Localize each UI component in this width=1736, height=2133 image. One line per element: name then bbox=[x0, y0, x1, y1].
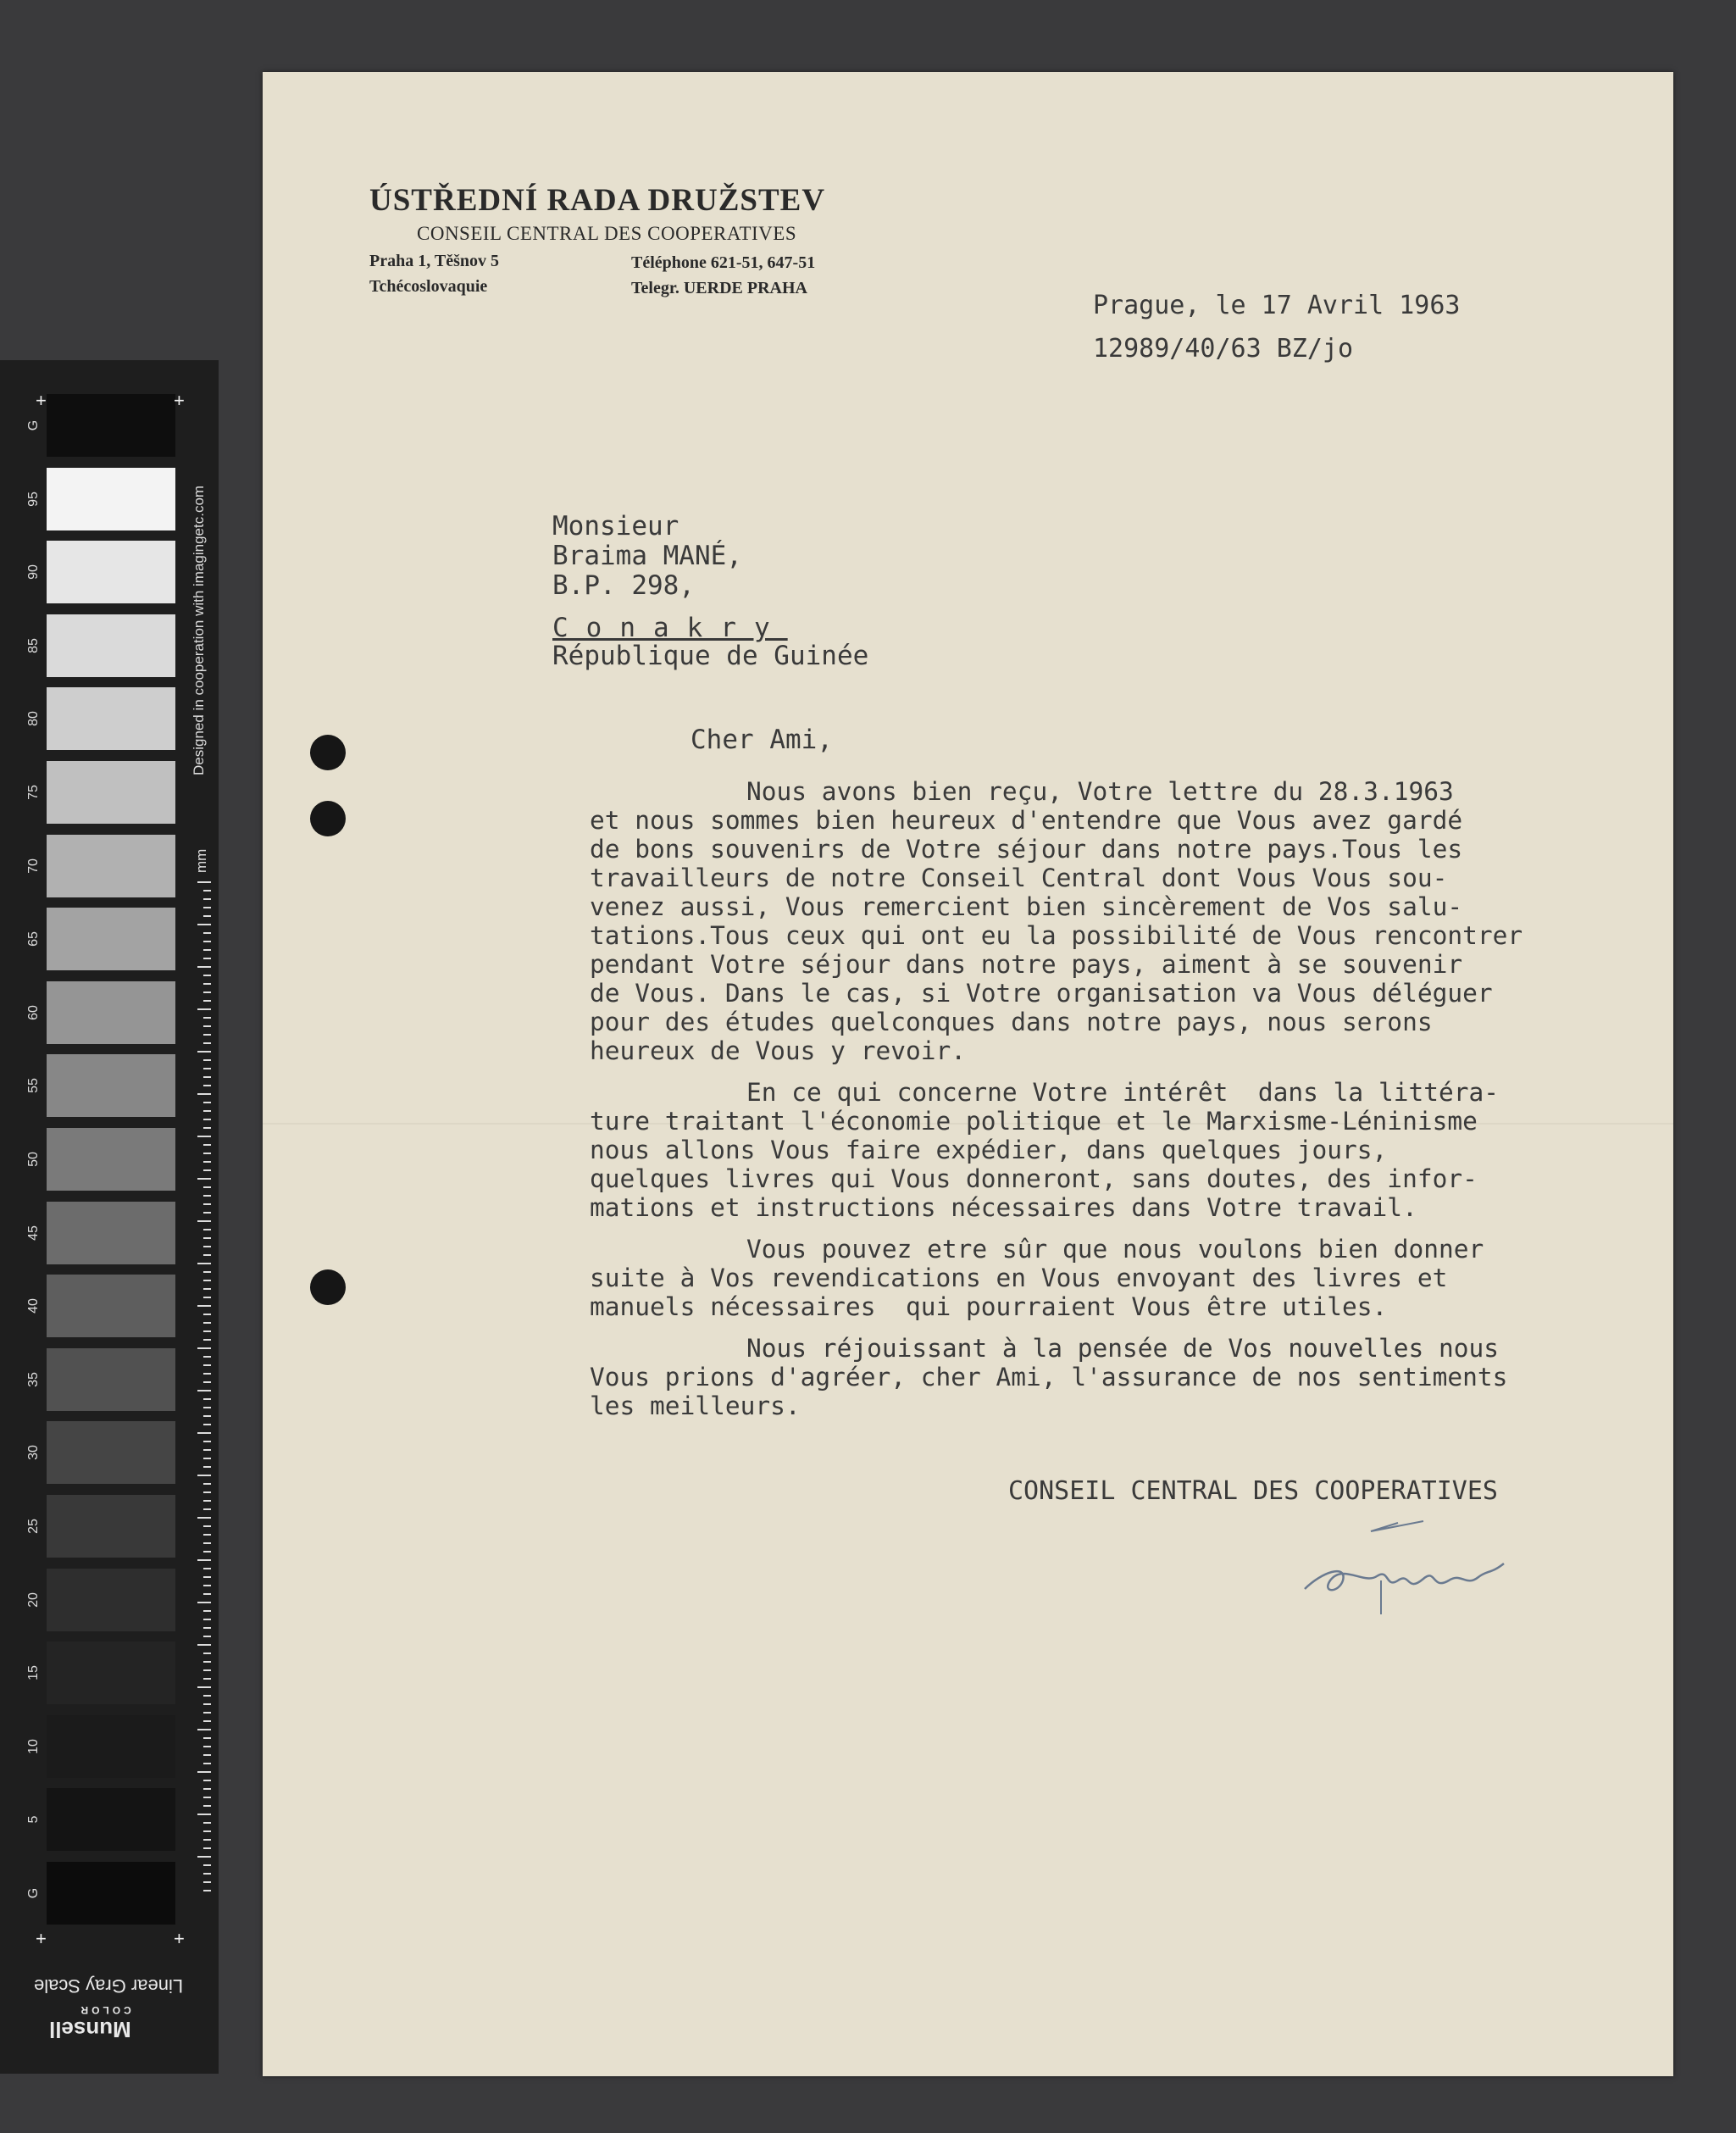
gray-patch bbox=[47, 687, 175, 750]
gray-patch bbox=[47, 1275, 175, 1337]
ruler-tick bbox=[197, 1856, 211, 1858]
ruler-tick bbox=[203, 907, 211, 908]
gray-patch bbox=[47, 1569, 175, 1631]
ruler-tick bbox=[203, 1042, 211, 1044]
ruler-tick bbox=[203, 1424, 211, 1425]
ruler-tick bbox=[203, 1034, 211, 1036]
ruler-tick bbox=[203, 1339, 211, 1341]
handwritten-signature bbox=[1296, 1513, 1542, 1631]
letter-page bbox=[263, 72, 1673, 2076]
body-line: Nous avons bien reçu, Votre lettre du 28.3.1963 bbox=[746, 777, 1454, 806]
ruler-tick bbox=[203, 1483, 211, 1485]
body-line: Vous pouvez etre sûr que nous voulons bien donner bbox=[746, 1235, 1484, 1264]
letterhead-contact bbox=[631, 250, 815, 301]
ruler-tick bbox=[203, 1500, 211, 1502]
gray-patch-label: 70 bbox=[26, 858, 41, 874]
ruler-tick bbox=[203, 1534, 211, 1536]
gray-patch bbox=[47, 1348, 175, 1411]
ruler-tick bbox=[203, 1525, 211, 1527]
ruler-tick bbox=[203, 1508, 211, 1510]
ruler-tick bbox=[203, 1356, 211, 1358]
ruler-tick bbox=[203, 1288, 211, 1290]
letter-body bbox=[590, 777, 1674, 1433]
gray-patch-label: 20 bbox=[26, 1591, 41, 1608]
ruler-tick bbox=[203, 1254, 211, 1256]
gray-patch-label: 10 bbox=[26, 1738, 41, 1754]
munsell-sub: COLOR bbox=[77, 2004, 131, 2016]
ruler-tick bbox=[203, 1627, 211, 1629]
ruler-tick bbox=[203, 975, 211, 976]
recipient-country: République de Guinée bbox=[552, 641, 869, 671]
gray-patch bbox=[47, 1715, 175, 1778]
registration-mark: + bbox=[36, 1928, 47, 1949]
ruler-tick bbox=[203, 1830, 211, 1832]
ruler-tick bbox=[203, 1491, 211, 1493]
gray-patch-label: 60 bbox=[26, 1004, 41, 1020]
ruler-tick bbox=[203, 1864, 211, 1866]
ruler-tick bbox=[197, 1475, 211, 1476]
ruler-tick bbox=[203, 1669, 211, 1671]
ruler-tick bbox=[203, 1780, 211, 1781]
card-unit-label: mm bbox=[193, 848, 209, 873]
registration-mark: + bbox=[174, 1928, 185, 1949]
munsell-brand: Munsell bbox=[49, 2017, 131, 2042]
paragraph bbox=[590, 1235, 1674, 1321]
ruler-tick bbox=[203, 1542, 211, 1544]
ruler-tick bbox=[203, 1593, 211, 1595]
gray-patch-label: 95 bbox=[26, 491, 41, 507]
ruler-tick bbox=[203, 992, 211, 993]
ruler-tick bbox=[203, 1297, 211, 1298]
gray-patch bbox=[47, 468, 175, 530]
ruler-tick bbox=[203, 932, 211, 934]
ruler-tick bbox=[203, 983, 211, 985]
ruler-tick bbox=[203, 1619, 211, 1620]
ruler-tick bbox=[203, 1330, 211, 1332]
ruler-tick bbox=[203, 915, 211, 917]
ruler-tick bbox=[203, 1712, 211, 1714]
gray-patch-label: 80 bbox=[26, 711, 41, 727]
date-line: Prague, le 17 Avril 1963 bbox=[1093, 291, 1461, 320]
ruler-tick bbox=[203, 1703, 211, 1705]
body-line: ture traitant l'économie politique et le Marxisme-Léninisme bbox=[590, 1107, 1478, 1136]
gray-patch-label: 50 bbox=[26, 1152, 41, 1167]
ruler-tick bbox=[203, 1169, 211, 1171]
ruler-tick bbox=[203, 898, 211, 900]
ruler-tick bbox=[203, 1881, 211, 1883]
gray-patch-label: 25 bbox=[26, 1519, 41, 1534]
body-line: nous allons Vous faire expédier, dans quelques jours, bbox=[590, 1136, 1388, 1164]
ruler-tick bbox=[203, 1737, 211, 1739]
body-line: Vous prions d'agréer, cher Ami, l'assurance de nos sentiments bbox=[590, 1363, 1508, 1391]
ruler-tick bbox=[203, 1229, 211, 1230]
gray-patch-label: G bbox=[26, 1887, 41, 1899]
punch-hole bbox=[310, 801, 346, 836]
ruler-tick bbox=[203, 1754, 211, 1756]
gray-patch bbox=[47, 1788, 175, 1851]
punch-hole bbox=[310, 1269, 346, 1305]
ruler-tick bbox=[203, 1746, 211, 1747]
ruler-tick bbox=[203, 1381, 211, 1383]
registration-mark: + bbox=[174, 390, 185, 411]
ruler-tick bbox=[203, 1119, 211, 1120]
ruler-tick bbox=[203, 1720, 211, 1722]
gray-patch bbox=[47, 981, 175, 1044]
munsell-logo bbox=[49, 2004, 131, 2042]
ruler-tick bbox=[203, 1322, 211, 1324]
gray-patch-label: 85 bbox=[26, 637, 41, 653]
body-line: de Vous. Dans le cas, si Votre organisation va Vous déléguer bbox=[590, 979, 1493, 1008]
body-line: Nous réjouissant à la pensée de Vos nouvelles nous bbox=[746, 1334, 1500, 1363]
gray-patch bbox=[47, 394, 175, 457]
ruler-tick bbox=[203, 1110, 211, 1112]
ruler-tick bbox=[197, 1220, 211, 1222]
body-line: et nous sommes bien heureux d'entendre que Vous avez gardé bbox=[590, 806, 1463, 835]
ruler-tick bbox=[203, 1873, 211, 1875]
ruler-tick bbox=[203, 949, 211, 951]
ruler-tick bbox=[203, 1407, 211, 1408]
ruler-tick bbox=[203, 1059, 211, 1061]
ruler-tick bbox=[203, 1017, 211, 1019]
reference-number: 12989/40/63 BZ/jo bbox=[1093, 334, 1354, 364]
gray-patch-label: 15 bbox=[26, 1665, 41, 1681]
gray-patch bbox=[47, 1421, 175, 1484]
ruler-tick bbox=[197, 966, 211, 968]
ruler-tick bbox=[203, 1025, 211, 1027]
ruler-tick bbox=[203, 1398, 211, 1400]
ruler-tick bbox=[203, 1661, 211, 1663]
ruler-tick bbox=[203, 1576, 211, 1578]
gray-patch bbox=[47, 1128, 175, 1191]
gray-patch bbox=[47, 1862, 175, 1925]
body-line: tations.Tous ceux qui ont eu la possibilité de Vous rencontrer bbox=[590, 921, 1523, 950]
gray-patch bbox=[47, 1202, 175, 1264]
gray-patch bbox=[47, 761, 175, 824]
ruler-tick bbox=[203, 1415, 211, 1417]
ruler-tick bbox=[203, 941, 211, 942]
ruler-tick bbox=[197, 881, 211, 883]
gray-patch-label: 5 bbox=[26, 1815, 41, 1824]
gray-patch bbox=[47, 835, 175, 897]
gray-scale-card bbox=[0, 360, 219, 2074]
registration-mark: + bbox=[36, 390, 47, 411]
ruler-tick bbox=[203, 1653, 211, 1654]
ruler-tick bbox=[203, 1237, 211, 1239]
gray-patch-label: 75 bbox=[26, 785, 41, 800]
recipient-city: Conakry bbox=[552, 613, 788, 643]
gray-patch-label: 55 bbox=[26, 1078, 41, 1094]
gray-patch-label: 65 bbox=[26, 931, 41, 947]
ruler-tick bbox=[203, 1280, 211, 1281]
body-line: les meilleurs. bbox=[590, 1391, 801, 1420]
ruler-tick bbox=[197, 1517, 211, 1519]
body-line: mations et instructions nécessaires dans Votre travail. bbox=[590, 1193, 1417, 1222]
ruler-tick bbox=[197, 1008, 211, 1010]
ruler-tick bbox=[203, 1186, 211, 1188]
body-line: quelques livres qui Vous donneront, sans doutes, des infor- bbox=[590, 1164, 1478, 1193]
ruler-tick bbox=[203, 890, 211, 892]
ruler-tick bbox=[197, 1263, 211, 1264]
letterhead-address bbox=[369, 248, 499, 299]
ruler-tick bbox=[197, 1390, 211, 1391]
gray-patch bbox=[47, 541, 175, 603]
ruler-tick bbox=[203, 1085, 211, 1086]
gray-patch bbox=[47, 1641, 175, 1704]
phone: Téléphone 621-51, 647-51 bbox=[631, 253, 816, 272]
ruler-tick bbox=[203, 1636, 211, 1637]
body-line: suite à Vos revendications en Vous envoyant des livres et bbox=[590, 1264, 1448, 1292]
body-line: de bons souvenirs de Votre séjour dans notre pays.Tous les bbox=[590, 835, 1463, 864]
ruler-tick bbox=[203, 1449, 211, 1451]
gray-patch-label: 45 bbox=[26, 1225, 41, 1241]
letterhead-subtitle: CONSEIL CENTRAL DES COOPERATIVES bbox=[417, 223, 797, 244]
ruler-tick bbox=[197, 1051, 211, 1053]
gray-patch-label: 40 bbox=[26, 1298, 41, 1314]
ruler-tick bbox=[203, 1127, 211, 1129]
ruler-tick bbox=[197, 1814, 211, 1815]
paragraph bbox=[590, 1334, 1674, 1420]
ruler-tick bbox=[203, 1458, 211, 1459]
ruler-tick bbox=[197, 1771, 211, 1773]
ruler-tick bbox=[203, 1890, 211, 1891]
ruler-tick bbox=[197, 924, 211, 925]
ruler-tick bbox=[197, 1644, 211, 1646]
body-line: pendant Votre séjour dans notre pays, aiment à se souvenir bbox=[590, 950, 1463, 979]
ruler-tick bbox=[197, 1432, 211, 1434]
letterhead-title: ÚSTŘEDNÍ RADA DRUŽSTEV bbox=[369, 183, 826, 218]
body-line: venez aussi, Vous remercient bien sincèrement de Vos salu- bbox=[590, 892, 1463, 921]
ruler-tick bbox=[197, 1347, 211, 1349]
ruler-tick bbox=[203, 1195, 211, 1197]
ruler-tick bbox=[203, 1153, 211, 1154]
ruler-tick bbox=[197, 1136, 211, 1137]
paragraph bbox=[590, 1078, 1674, 1222]
gray-patch-label: G bbox=[26, 419, 41, 431]
ruler-tick bbox=[203, 1076, 211, 1078]
gray-patch-label: 90 bbox=[26, 564, 41, 580]
ruler-tick bbox=[203, 1364, 211, 1366]
ruler-tick bbox=[197, 1178, 211, 1180]
ruler-tick bbox=[203, 1805, 211, 1807]
recipient-line1: Monsieur bbox=[552, 511, 679, 542]
ruler-tick bbox=[203, 1246, 211, 1247]
telegr: Telegr. UERDE PRAHA bbox=[631, 279, 807, 297]
closing-signature-block: CONSEIL CENTRAL DES COOPERATIVES bbox=[1008, 1476, 1498, 1506]
ruler-tick bbox=[197, 1305, 211, 1307]
ruler-tick bbox=[203, 1839, 211, 1841]
address-line1: Praha 1, Těšnov 5 bbox=[369, 252, 499, 270]
ruler-tick bbox=[203, 1144, 211, 1146]
body-line: travailleurs de notre Conseil Central dont Vous Vous sou- bbox=[590, 864, 1448, 892]
ruler-tick bbox=[203, 1551, 211, 1553]
ruler-tick bbox=[203, 1000, 211, 1002]
ruler-tick bbox=[197, 1686, 211, 1688]
body-line: pour des études quelconques dans notre pays, nous serons bbox=[590, 1008, 1433, 1036]
ruler-tick bbox=[203, 1610, 211, 1612]
address-line2: Tchécoslovaquie bbox=[369, 277, 488, 296]
ruler-tick bbox=[203, 1373, 211, 1375]
ruler-tick bbox=[197, 1729, 211, 1730]
recipient-line2: Braima MANÉ, bbox=[552, 541, 742, 571]
ruler-tick bbox=[203, 1314, 211, 1315]
ruler-tick bbox=[203, 1678, 211, 1680]
card-side-text: Designed in cooperation with imagingetc.com bbox=[191, 485, 207, 775]
ruler-tick bbox=[203, 1161, 211, 1163]
recipient-line3: B.P. 298, bbox=[552, 570, 695, 601]
ruler-tick bbox=[203, 1822, 211, 1824]
ruler-tick bbox=[203, 1271, 211, 1273]
body-line: heureux de Vous y revoir. bbox=[590, 1036, 967, 1065]
ruler-tick bbox=[203, 1068, 211, 1069]
gray-patch bbox=[47, 1495, 175, 1558]
ruler-tick bbox=[197, 1602, 211, 1603]
gray-patch-label: 30 bbox=[26, 1445, 41, 1461]
gray-patch bbox=[47, 614, 175, 677]
ruler-tick bbox=[203, 1797, 211, 1798]
ruler-tick bbox=[203, 1441, 211, 1442]
ruler-tick bbox=[203, 1695, 211, 1697]
ruler-tick bbox=[197, 1093, 211, 1095]
ruler-tick bbox=[203, 1466, 211, 1468]
ruler-tick bbox=[203, 958, 211, 959]
ruler-tick bbox=[203, 1585, 211, 1586]
body-line: manuels nécessaires qui pourraient Vous être utiles. bbox=[590, 1292, 1388, 1321]
salutation: Cher Ami, bbox=[691, 725, 833, 755]
ruler-tick bbox=[203, 1203, 211, 1205]
ruler-tick bbox=[203, 1568, 211, 1569]
body-line: En ce qui concerne Votre intérêt dans la littéra- bbox=[746, 1078, 1500, 1107]
punch-hole bbox=[310, 735, 346, 770]
ruler-tick bbox=[203, 1847, 211, 1849]
ruler-tick bbox=[197, 1559, 211, 1561]
gray-scale-title: Linear Gray Scale bbox=[34, 1975, 184, 1997]
gray-patch bbox=[47, 1054, 175, 1117]
gray-patch bbox=[47, 908, 175, 970]
gray-patch-label: 35 bbox=[26, 1371, 41, 1387]
ruler-tick bbox=[203, 1212, 211, 1214]
paragraph bbox=[590, 777, 1674, 1065]
ruler-tick bbox=[203, 1763, 211, 1764]
ruler-tick bbox=[203, 1102, 211, 1103]
ruler-tick bbox=[203, 1788, 211, 1790]
